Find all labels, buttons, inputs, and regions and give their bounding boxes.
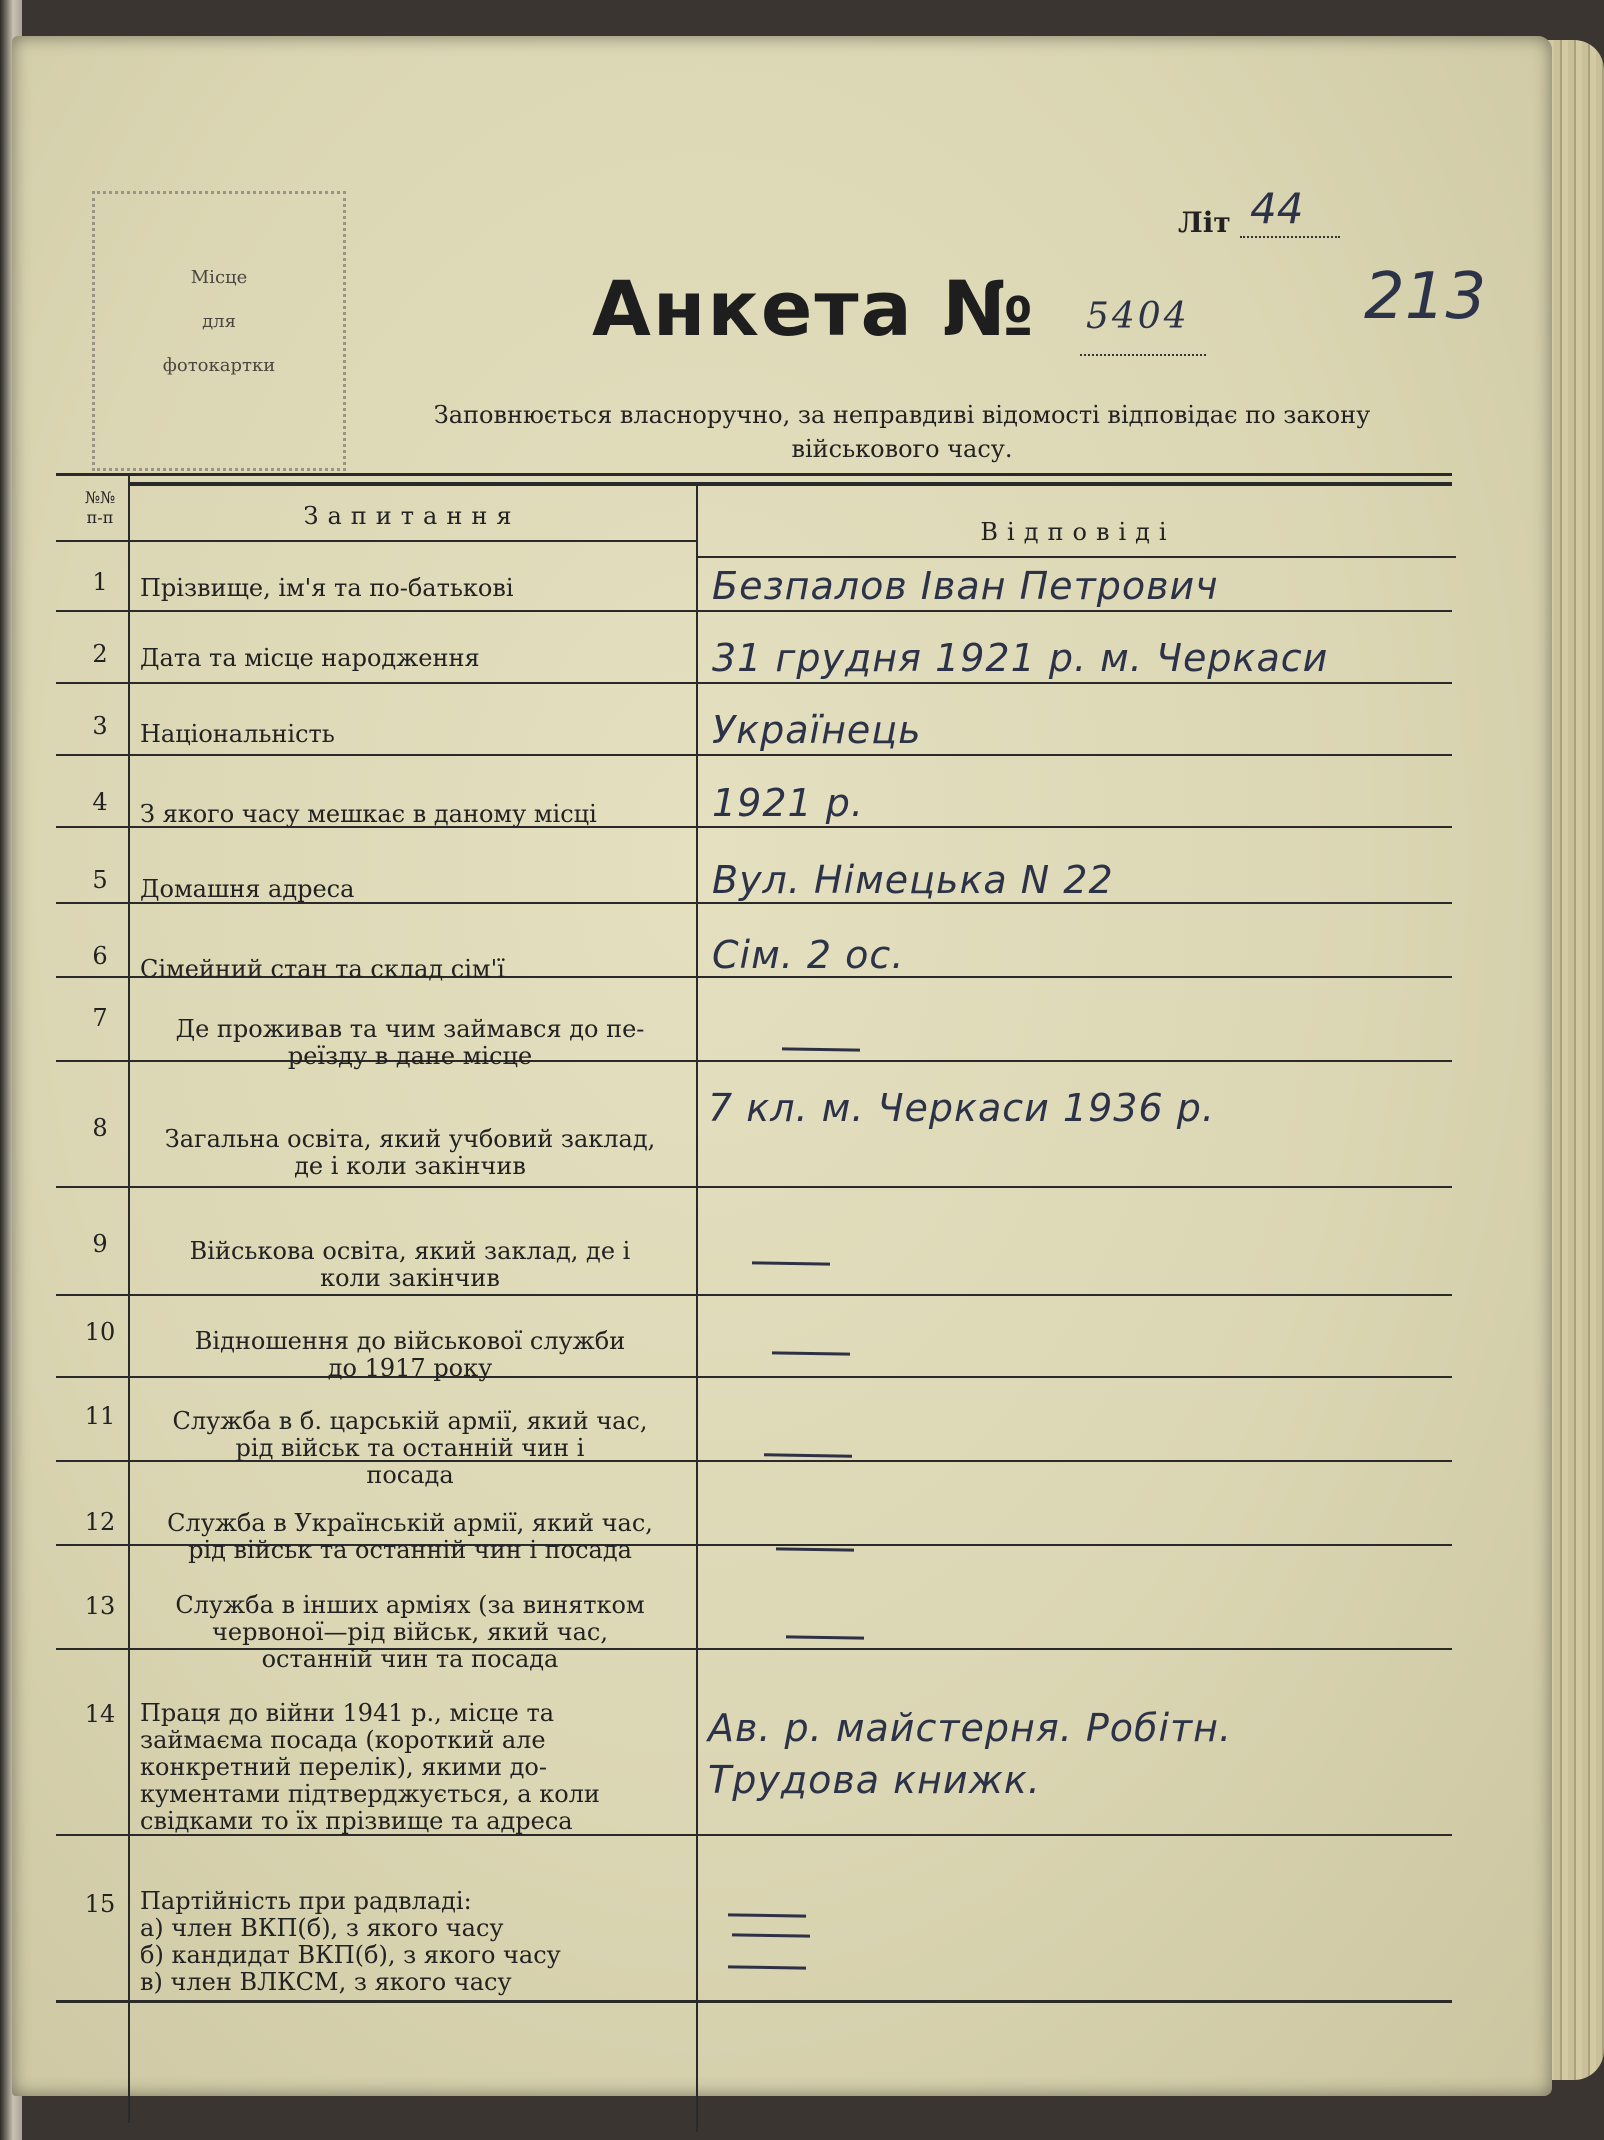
question-line: останній чин та посада	[261, 1645, 559, 1673]
photo-placeholder	[92, 191, 346, 471]
answer-dash	[764, 1453, 852, 1458]
header-number	[70, 488, 130, 528]
question-line: займаєма посада (короткий але	[140, 1726, 546, 1754]
row-number: 1	[92, 568, 108, 596]
question-line: Домашня адреса	[140, 875, 355, 903]
question-line: Партійність при радвладі:	[140, 1887, 472, 1915]
photo-label-line: Місце	[190, 267, 248, 288]
answer-text: Сім. 2 ос.	[712, 933, 905, 977]
answer-dash	[728, 1965, 806, 1969]
header-number-line: №№	[84, 488, 116, 507]
row-number: 5	[92, 866, 108, 894]
question-line: Національність	[140, 720, 335, 748]
question-line: посада	[366, 1461, 454, 1489]
form-number: 5404	[1086, 296, 1190, 337]
question-line: а) член ВКП(б), з якого часу	[140, 1914, 504, 1942]
header-question: Запитання	[303, 502, 521, 530]
photo-label-line: фотокартки	[162, 355, 276, 376]
row-number: 11	[84, 1402, 116, 1430]
question-line: Праця до війни 1941 р., місце та	[140, 1699, 555, 1727]
header-answer: Відповіді	[980, 518, 1176, 546]
question-line: Загальна освіта, який учбовий заклад,	[164, 1125, 656, 1153]
answer-text: Ав. р. майстерня. Робітн.	[708, 1706, 1233, 1750]
question-text	[140, 801, 680, 828]
row-number: 13	[84, 1592, 116, 1620]
row-number: 3	[92, 712, 108, 740]
answer-dash	[728, 1913, 806, 1917]
answer-dash	[786, 1635, 864, 1639]
question-text	[140, 1510, 680, 1564]
questionnaire-page	[12, 36, 1552, 2096]
question-line: Служба в Українській армії, який час,	[167, 1509, 653, 1537]
question-line: коли закінчив	[320, 1264, 500, 1292]
question-line: б) кандидат ВКП(б), з якого часу	[140, 1941, 561, 1969]
photo-label-line: для	[202, 311, 236, 332]
page-title: Анкета №	[592, 264, 1036, 353]
question-text	[140, 1700, 680, 1835]
answer-dash	[782, 1047, 860, 1051]
row-number: 10	[84, 1318, 116, 1346]
lit-value: 44	[1250, 184, 1304, 233]
subtitle-line: Заповнюється власноручно, за неправдиві відомості відповідає по закону	[433, 401, 1371, 429]
question-line: Сімейний стан та склад сім'ї	[140, 955, 505, 983]
question-line: свідками то їх прізвище та адреса	[140, 1807, 573, 1835]
question-line: конкретний перелік), якими до-	[140, 1753, 547, 1781]
lit-underline	[1240, 236, 1340, 238]
question-text	[140, 1126, 680, 1180]
question-text	[140, 956, 680, 983]
answer-dash	[732, 1933, 810, 1937]
question-line: Відношення до військової служби	[194, 1327, 626, 1355]
question-line: Прізвище, ім'я та по-батькові	[140, 574, 514, 602]
row-number: 9	[92, 1230, 108, 1258]
question-text	[140, 1408, 680, 1489]
row-number: 4	[92, 788, 108, 816]
subtitle	[362, 398, 1442, 466]
question-text	[140, 575, 680, 602]
question-text	[140, 1238, 680, 1292]
answer-text: 1921 р.	[712, 781, 864, 825]
question-line: червоної—рід військ, який час,	[212, 1618, 608, 1646]
header-rule	[56, 540, 696, 542]
answer-text: Українець	[712, 708, 922, 752]
question-line: рід військ та останній чин і посада	[188, 1536, 632, 1564]
question-text	[140, 1592, 680, 1673]
question-line: рід військ та останній чин і	[235, 1434, 585, 1462]
question-text	[140, 721, 680, 748]
question-text	[140, 1888, 680, 1996]
question-text	[140, 876, 680, 903]
answer-dash	[752, 1261, 830, 1265]
row-rule	[56, 610, 1452, 612]
table-bottom-rule	[56, 2000, 1452, 2003]
row-number: 14	[84, 1700, 116, 1728]
question-text	[140, 645, 680, 672]
row-number: 12	[84, 1508, 116, 1536]
question-text	[140, 1016, 680, 1070]
answer-dash	[772, 1351, 850, 1355]
answer-text: 7 кл. м. Черкаси 1936 р.	[708, 1086, 1215, 1130]
question-line: до 1917 року	[327, 1354, 493, 1382]
row-number: 7	[92, 1004, 108, 1032]
row-rule	[56, 1186, 1452, 1188]
question-line: Дата та місце народження	[140, 644, 480, 672]
header-rule	[696, 556, 1456, 558]
question-line: Служба в б. царській армії, який час,	[172, 1407, 648, 1435]
answer-dash	[776, 1547, 854, 1551]
answer-text: Трудова книжк.	[708, 1758, 1041, 1802]
question-line: Де проживав та чим займався до пе-	[175, 1015, 645, 1043]
question-text	[140, 1328, 680, 1382]
answer-text: 31 грудня 1921 р. м. Черкаси	[712, 636, 1329, 680]
handwritten-number: 213	[1364, 260, 1487, 334]
row-rule	[56, 1294, 1452, 1296]
lit-label: Літ	[1178, 206, 1231, 239]
table-top-rule	[56, 473, 1452, 476]
row-number: 8	[92, 1114, 108, 1142]
column-rule	[696, 482, 698, 2132]
row-number: 2	[92, 640, 108, 668]
question-line: Військова освіта, який заклад, де і	[189, 1237, 631, 1265]
subtitle-line: військового часу.	[791, 435, 1013, 463]
question-line: де і коли закінчив	[294, 1152, 526, 1180]
header-number-line: п-п	[86, 508, 114, 527]
answer-text: Безпалов Іван Петрович	[712, 564, 1219, 608]
row-rule	[56, 754, 1452, 756]
answer-text: Вул. Німецька N 22	[712, 858, 1114, 902]
question-line: в) член ВЛКСМ, з якого часу	[140, 1968, 512, 1996]
row-rule	[56, 682, 1452, 684]
number-underline	[1080, 354, 1206, 356]
table-top-rule-double	[128, 482, 1452, 486]
question-line: Служба в інших арміях (за винятком	[175, 1591, 645, 1619]
question-line: реїзду в дане місце	[287, 1042, 533, 1070]
row-number: 6	[92, 942, 108, 970]
question-line: З якого часу мешкає в даному місці	[140, 800, 597, 828]
question-line: кументами підтверджується, а коли	[140, 1780, 600, 1808]
row-number: 15	[84, 1890, 116, 1918]
